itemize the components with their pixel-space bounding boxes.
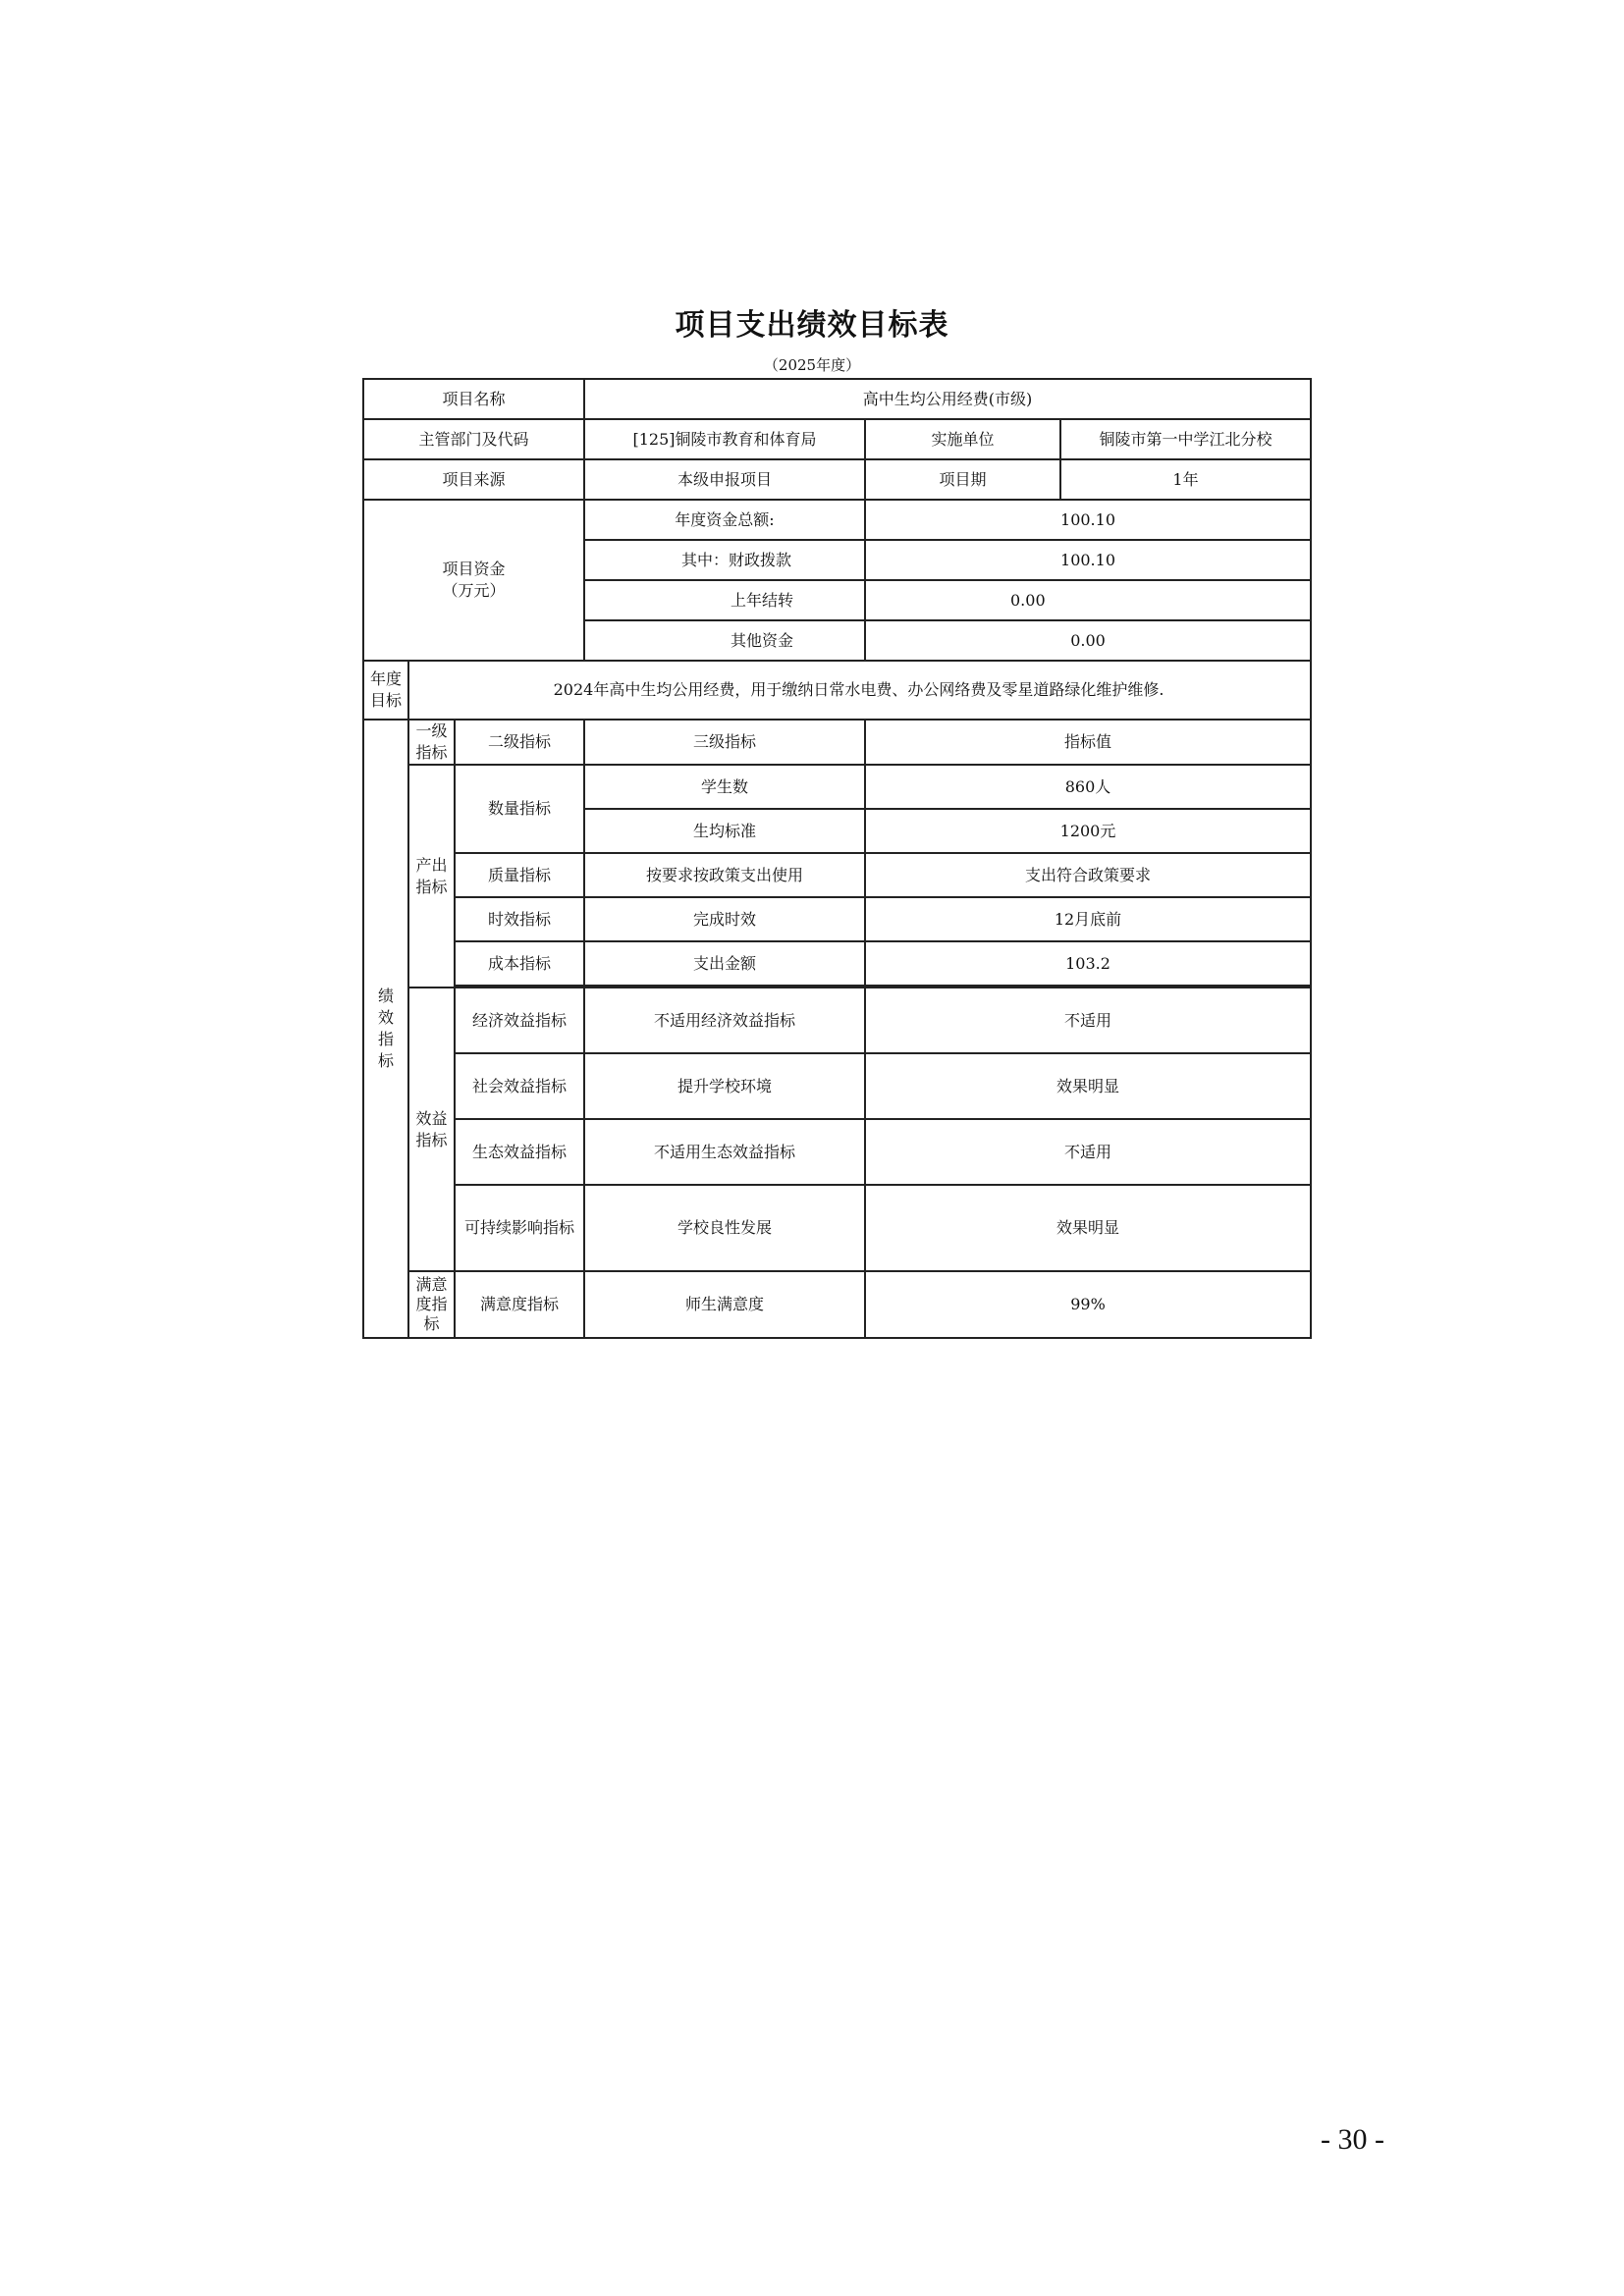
table-row — [363, 459, 1311, 500]
perf-label-char: 指 — [377, 1030, 394, 1048]
goal-text: 2024年高中生均公用经费，用于缴纳日常水电费、办公网络费及零星道路绿化维护维修. — [408, 661, 1311, 720]
funds-total-label: 年度资金总额: — [584, 500, 865, 540]
funds-label-line1: 项目资金 — [442, 560, 506, 578]
benefit-label-line: 指标 — [415, 1130, 448, 1149]
unit-value: 铜陵市第一中学江北分校 — [1060, 419, 1311, 459]
students-value: 860人 — [865, 765, 1311, 809]
table-row — [363, 1119, 1311, 1185]
output-indicator-label — [408, 765, 455, 988]
per-student-label: 生均标准 — [584, 809, 865, 853]
value-header: 指标值 — [865, 720, 1311, 765]
level2-header: 二级指标 — [455, 720, 584, 765]
dept-value: [125]铜陵市教育和体育局 — [584, 419, 865, 459]
social-level3: 提升学校环境 — [584, 1053, 865, 1119]
satisfaction-indicator-label — [408, 1271, 455, 1338]
table-row — [363, 765, 1311, 809]
sustain-level3: 学校良性发展 — [584, 1185, 865, 1271]
students-label: 学生数 — [584, 765, 865, 809]
satisfaction-indicator: 满意度指标 — [455, 1271, 584, 1338]
level1-header — [408, 720, 455, 765]
funds-label-line2: （万元） — [442, 581, 506, 600]
per-student-value: 1200元 — [865, 809, 1311, 853]
satisfaction-level3: 师生满意度 — [584, 1271, 865, 1338]
eco-value: 不适用 — [865, 1119, 1311, 1185]
eco-level3: 不适用生态效益指标 — [584, 1119, 865, 1185]
eco-indicator: 生态效益指标 — [455, 1119, 584, 1185]
funds-carryover-value: 0.00 — [865, 580, 1311, 620]
unit-label: 实施单位 — [865, 419, 1060, 459]
economic-value: 不适用 — [865, 988, 1311, 1053]
funds-carryover-label: 上年结转 — [584, 580, 865, 620]
satisfaction-label-line: 度指 — [415, 1295, 448, 1313]
satisfaction-label-line: 标 — [423, 1314, 440, 1333]
timeliness-level3: 完成时效 — [584, 897, 865, 941]
benefit-indicator-label — [408, 988, 455, 1271]
table-row — [363, 661, 1311, 720]
project-name-label: 项目名称 — [363, 379, 584, 419]
page-number: - 30 - — [1321, 2123, 1384, 2156]
table-row — [363, 720, 1311, 765]
source-value: 本级申报项目 — [584, 459, 865, 500]
funds-other-label: 其他资金 — [584, 620, 865, 661]
table-row — [363, 379, 1311, 419]
funds-total-value: 100.10 — [865, 500, 1311, 540]
table-row — [363, 419, 1311, 459]
economic-level3: 不适用经济效益指标 — [584, 988, 865, 1053]
table-row — [363, 897, 1311, 941]
table-row — [363, 853, 1311, 897]
social-value: 效果明显 — [865, 1053, 1311, 1119]
performance-target-table — [362, 378, 1312, 1339]
table-row — [363, 500, 1311, 540]
table-row — [363, 988, 1311, 1053]
dept-label: 主管部门及代码 — [363, 419, 584, 459]
quantity-indicator: 数量指标 — [455, 765, 584, 853]
economic-indicator: 经济效益指标 — [455, 988, 584, 1053]
goal-label-line1: 年度 — [369, 669, 402, 688]
project-name-value: 高中生均公用经费(市级) — [584, 379, 1311, 419]
table-row — [363, 1053, 1311, 1119]
sustain-value: 效果明显 — [865, 1185, 1311, 1271]
sustain-indicator: 可持续影响指标 — [455, 1185, 584, 1271]
funds-fiscal-label: 其中：财政拨款 — [584, 540, 865, 580]
source-label: 项目来源 — [363, 459, 584, 500]
output-label-line: 指标 — [415, 877, 448, 896]
funds-fiscal-value: 100.10 — [865, 540, 1311, 580]
cost-level3: 支出金额 — [584, 941, 865, 986]
perf-label-char: 效 — [377, 1008, 394, 1027]
perf-label-char: 标 — [377, 1051, 394, 1070]
goal-label-line2: 目标 — [369, 691, 402, 710]
satisfaction-value: 99% — [865, 1271, 1311, 1338]
quality-indicator: 质量指标 — [455, 853, 584, 897]
table-row — [363, 1185, 1311, 1271]
satisfaction-label-line: 满意 — [415, 1275, 448, 1294]
timeliness-indicator: 时效指标 — [455, 897, 584, 941]
funds-label — [363, 500, 584, 661]
table-row — [363, 941, 1311, 986]
level1-header-line2: 指标 — [415, 743, 448, 762]
level3-header: 三级指标 — [584, 720, 865, 765]
quality-level3: 按要求按政策支出使用 — [584, 853, 865, 897]
period-label: 项目期 — [865, 459, 1060, 500]
cost-indicator: 成本指标 — [455, 941, 584, 986]
fiscal-year: （2025年度） — [763, 356, 861, 374]
funds-other-value: 0.00 — [865, 620, 1311, 661]
period-value: 1年 — [1060, 459, 1311, 500]
perf-label-char: 绩 — [377, 987, 394, 1005]
table-row — [363, 1271, 1311, 1338]
page-title: 项目支出绩效目标表 — [675, 308, 949, 343]
quality-value: 支出符合政策要求 — [865, 853, 1311, 897]
social-indicator: 社会效益指标 — [455, 1053, 584, 1119]
perf-indicator-label — [363, 720, 408, 1338]
benefit-label-line: 效益 — [415, 1108, 448, 1128]
level1-header-line1: 一级 — [415, 721, 448, 740]
cost-value: 103.2 — [865, 941, 1311, 986]
timeliness-value: 12月底前 — [865, 897, 1311, 941]
output-label-line: 产出 — [415, 855, 448, 875]
goal-label — [363, 661, 408, 720]
